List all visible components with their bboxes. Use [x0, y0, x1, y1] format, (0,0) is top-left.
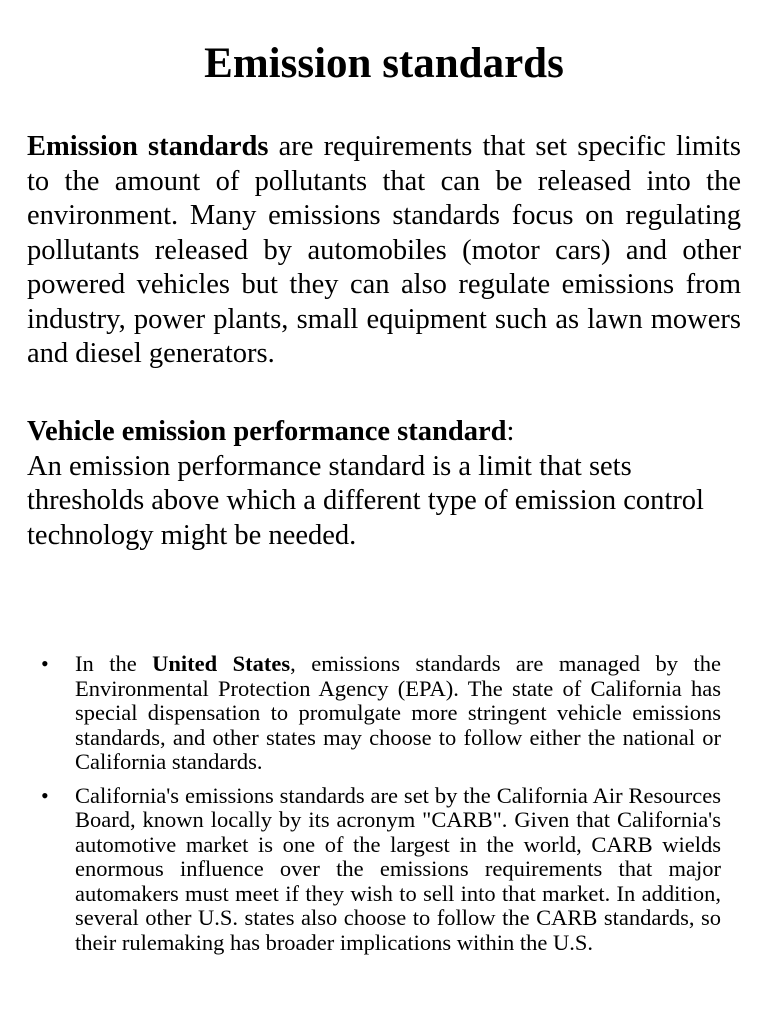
vehicle-heading-colon: :	[506, 416, 515, 447]
intro-text: are requirements that set specific limits to the amount of pollutants that can be released into the environment. Many emissions standards focus on regulating pollutants released by automobiles (motor cars) and other powered vehicles but they can also regulate emissions from industry, power plants, small equipment such as lawn mowers and diesel generators.	[27, 131, 741, 369]
vehicle-heading-line	[27, 415, 741, 450]
vehicle-text: An emission performance standard is a limit that sets thresholds above which a different type of emission control technology might be needed.	[27, 450, 704, 551]
page-title: Emission standards	[204, 40, 564, 87]
bullet2-text: California's emissions standards are set by the California Air Resources Board, known locally by its acronym "CARB". Given that California's automotive market is one of the largest in the world, CARB wields enormous influence over the emissions requirements that major automakers must meet if they wish to sell into that market. In addition, several other U.S. states also choose to follow the CARB standards, so their rulemaking has broader implications within the U.S.	[75, 782, 721, 955]
bullet1-prefix: In the	[75, 651, 153, 676]
bullet1-bold: United States	[152, 651, 291, 676]
intro-bold-term: Emission standards	[27, 131, 269, 162]
vehicle-standard-section	[27, 415, 741, 553]
intro-paragraph	[27, 130, 741, 372]
list-item	[27, 652, 721, 775]
bullet-icon: •	[41, 782, 49, 808]
list-item	[27, 784, 721, 956]
bullet-list	[27, 652, 721, 964]
vehicle-heading: Vehicle emission performance standard	[27, 416, 507, 447]
bullet-icon: •	[41, 651, 49, 676]
bullet1-text: , emissions standards are managed by the Environmental Protection Agency (EPA). The state of California has special dispensation to promulgate more stringent vehicle emissions standards, and other states may choose to follow either the national or California standards.	[75, 651, 721, 774]
